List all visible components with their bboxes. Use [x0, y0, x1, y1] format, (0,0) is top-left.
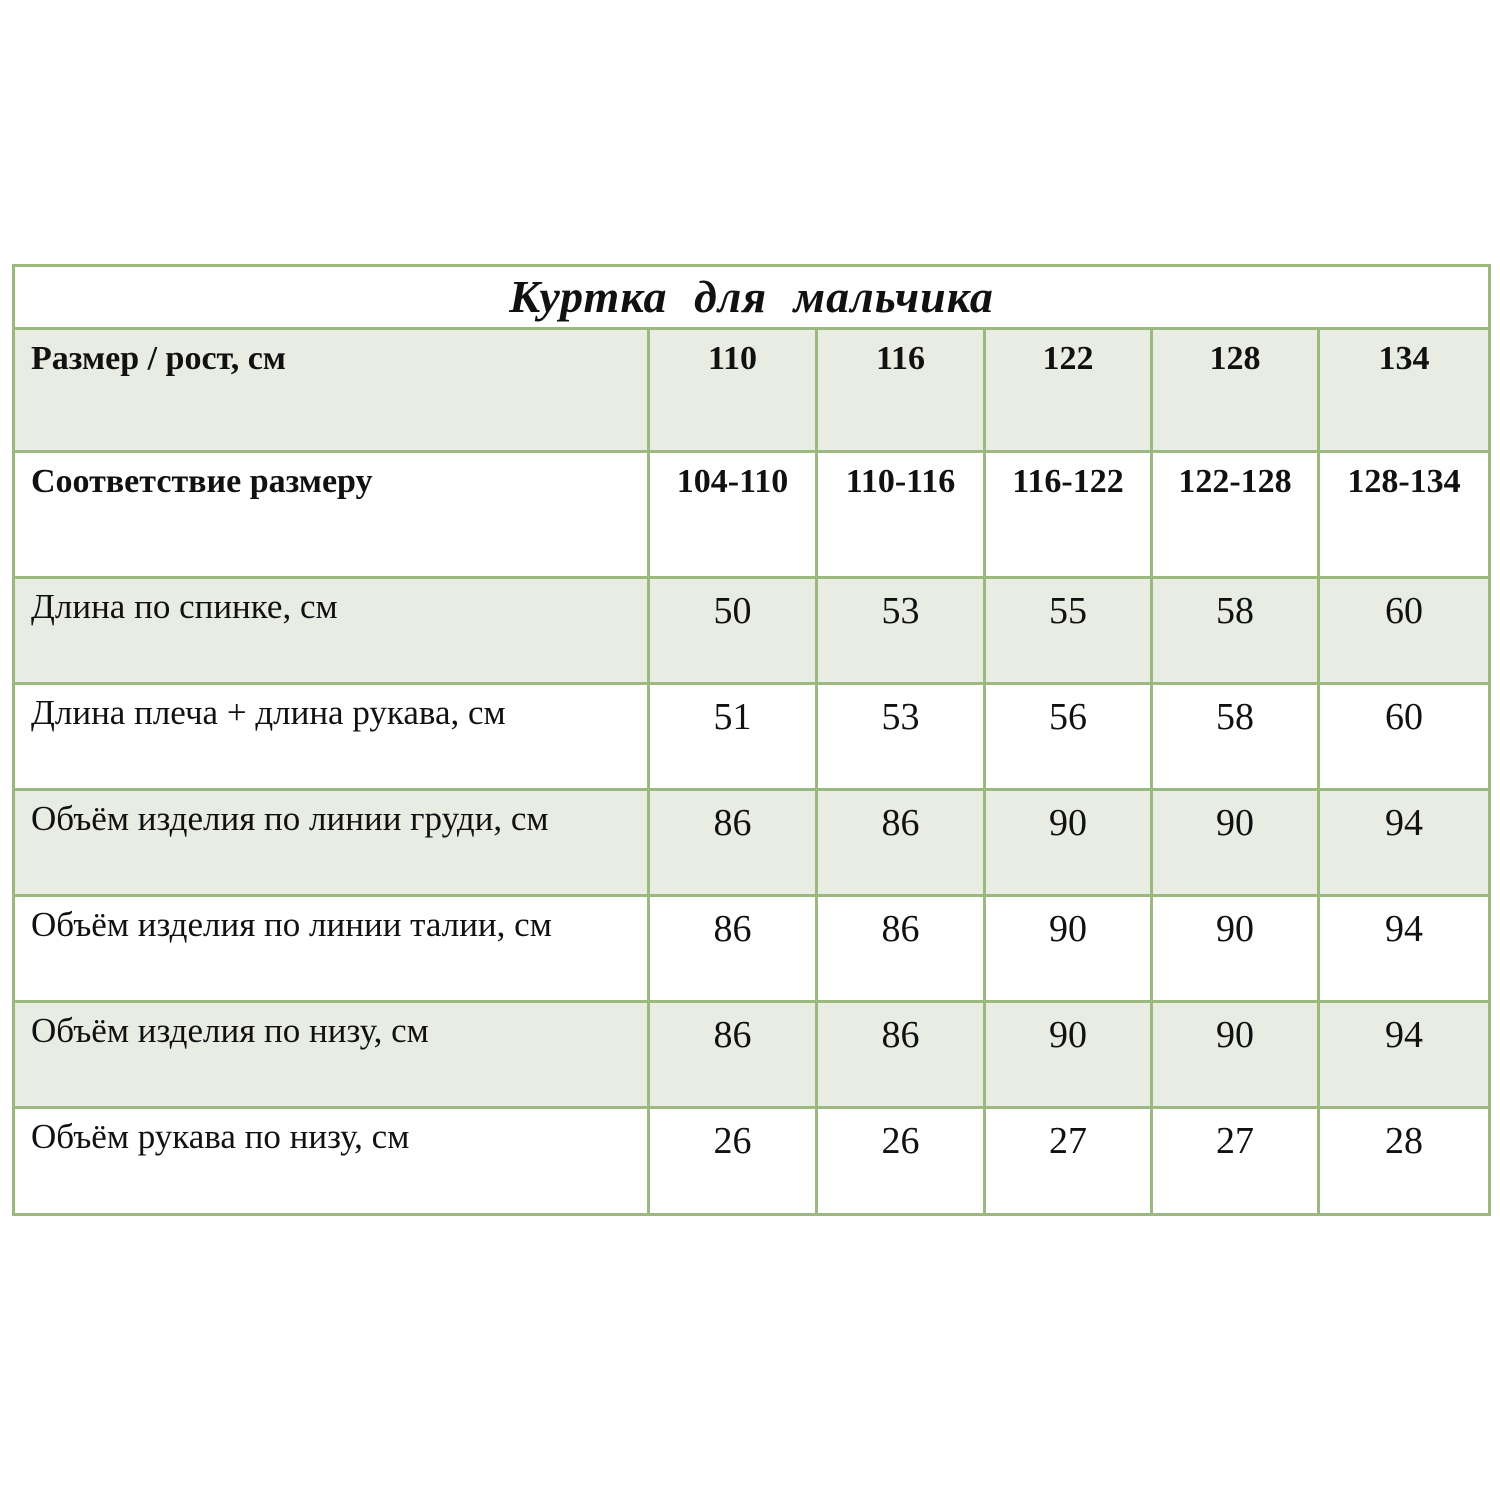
table-cell: 86	[817, 896, 985, 1002]
table-cell: 94	[1319, 790, 1490, 896]
table-cell: 90	[985, 896, 1152, 1002]
row-label: Длина плеча + длина рукава, см	[14, 684, 649, 790]
table-cell: 50	[649, 578, 817, 684]
title-row	[14, 266, 1490, 329]
table-row-hem	[14, 1002, 1490, 1108]
table-cell: 60	[1319, 684, 1490, 790]
size-128: 128	[1152, 329, 1319, 452]
size-match-row	[14, 452, 1490, 578]
table-cell: 53	[817, 684, 985, 790]
table-cell: 27	[985, 1108, 1152, 1215]
table-cell: 86	[817, 790, 985, 896]
table-cell: 94	[1319, 1002, 1490, 1108]
size-122: 122	[985, 329, 1152, 452]
table-cell: 56	[985, 684, 1152, 790]
table-cell: 86	[649, 1002, 817, 1108]
table-cell: 58	[1152, 578, 1319, 684]
table-row-back-length	[14, 578, 1490, 684]
row-label: Объём изделия по низу, см	[14, 1002, 649, 1108]
table-cell: 86	[817, 1002, 985, 1108]
table-cell: 58	[1152, 684, 1319, 790]
table-cell: 27	[1152, 1108, 1319, 1215]
table-cell: 86	[649, 896, 817, 1002]
table-cell: 128-134	[1319, 452, 1490, 578]
table-cell: 90	[1152, 896, 1319, 1002]
row-label: Объём изделия по линии груди, см	[14, 790, 649, 896]
row-label: Длина по спинке, см	[14, 578, 649, 684]
size-match-label: Соответствие размеру	[14, 452, 649, 578]
table-row-chest	[14, 790, 1490, 896]
table-cell: 51	[649, 684, 817, 790]
table-cell: 94	[1319, 896, 1490, 1002]
table-cell: 26	[649, 1108, 817, 1215]
table-cell: 104-110	[649, 452, 817, 578]
table-cell: 86	[649, 790, 817, 896]
table-cell: 60	[1319, 578, 1490, 684]
size-chart-table	[12, 264, 1491, 1216]
table-row-waist	[14, 896, 1490, 1002]
size-header-row	[14, 329, 1490, 452]
size-header-label: Размер / рост, см	[14, 329, 649, 452]
size-110: 110	[649, 329, 817, 452]
table-cell: 110-116	[817, 452, 985, 578]
table-cell: 90	[985, 790, 1152, 896]
table-cell: 55	[985, 578, 1152, 684]
size-116: 116	[817, 329, 985, 452]
table-row-sleeve-hem	[14, 1108, 1490, 1215]
table-cell: 28	[1319, 1108, 1490, 1215]
table-cell: 90	[1152, 790, 1319, 896]
table-cell: 116-122	[985, 452, 1152, 578]
table-cell: 90	[1152, 1002, 1319, 1108]
size-134: 134	[1319, 329, 1490, 452]
table-cell: 90	[985, 1002, 1152, 1108]
table-row-sleeve-length	[14, 684, 1490, 790]
row-label: Объём рукава по низу, см	[14, 1108, 649, 1215]
table-title: Куртка для мальчика	[14, 266, 1490, 329]
row-label: Объём изделия по линии талии, см	[14, 896, 649, 1002]
table-cell: 26	[817, 1108, 985, 1215]
table-cell: 53	[817, 578, 985, 684]
table-cell: 122-128	[1152, 452, 1319, 578]
